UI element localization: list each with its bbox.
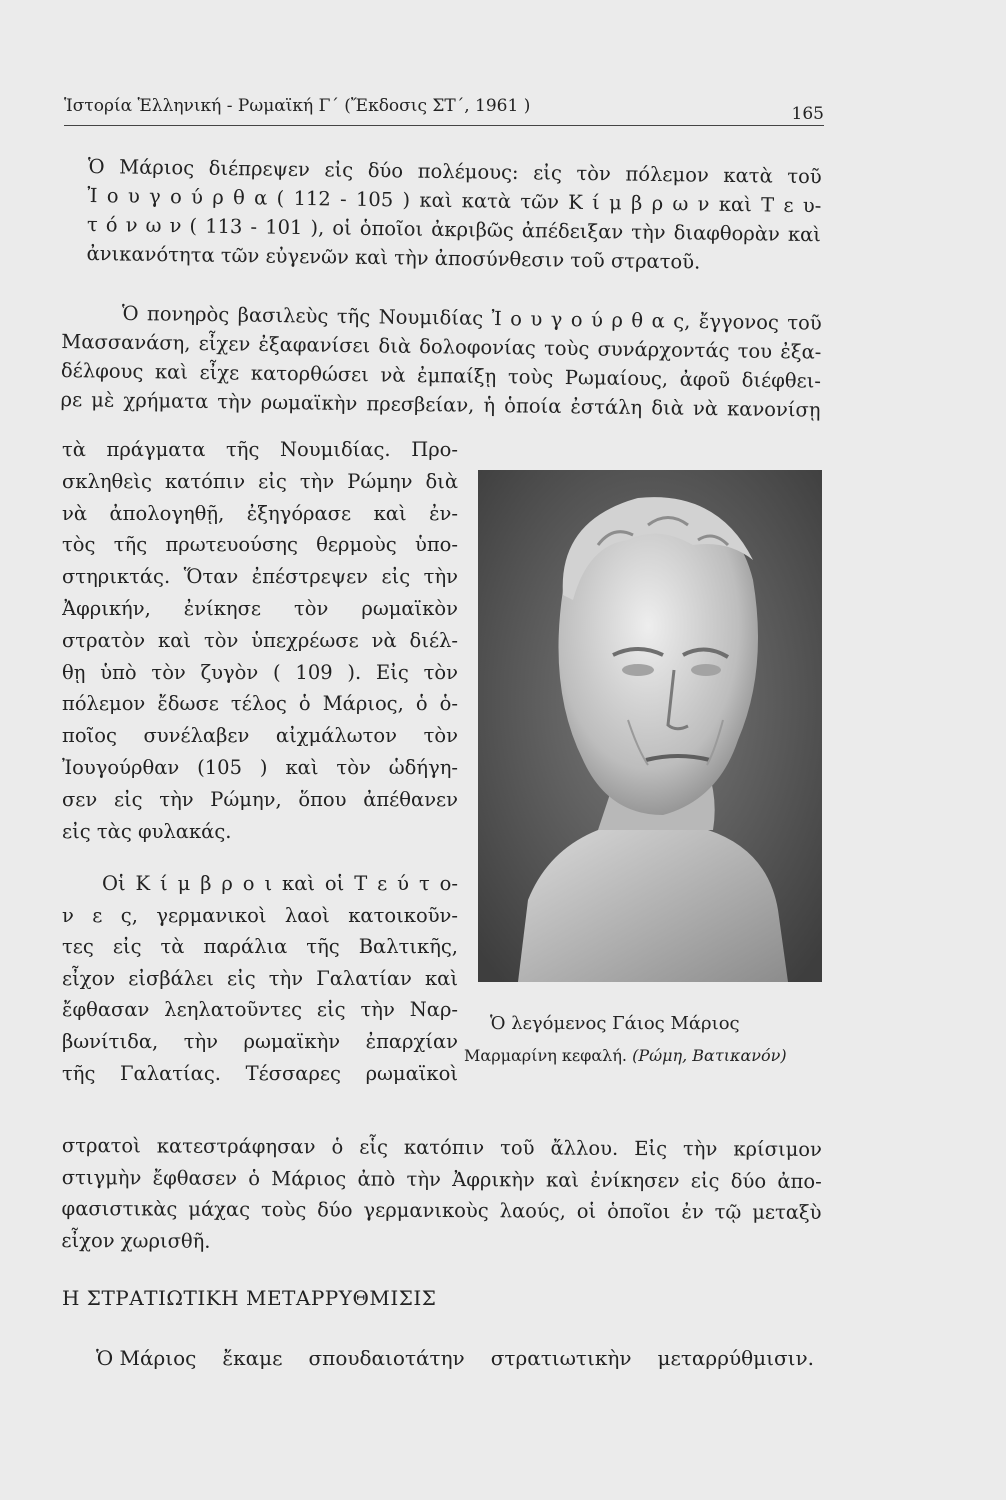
text-line: Ἰουγούρθαν (105 ) καὶ τὸν ὡδήγη- — [62, 755, 458, 779]
figure-caption-title: Ὁ λεγόμενος Γάιος Μάριος — [490, 1013, 740, 1034]
text-line: εἰς τὰς φυλακάς. — [62, 819, 232, 843]
book-title: Ἱστορία Ἑλληνική - Ρωμαϊκή Γ΄ (Ἔκδοσις ΣΤ΄, 1961 ) — [64, 96, 531, 116]
caption-source: (Ρώμη, Βατικανόν) — [632, 1046, 787, 1065]
text-line: ν ε ς, γερμανικοὶ λαοὶ κατοικοῦν- — [62, 903, 458, 927]
paragraph-jugurtha-continued — [62, 434, 458, 847]
text-line: στιγμὴν ἔφθασεν ὁ Μάριος ἀπὸ τὴν Ἀφρικὴν καὶ ἐνίκησεν εἰς δύο ἀπο- — [61, 1165, 822, 1193]
text-line: στρατὸν καὶ τὸν ὑπεχρέωσε νὰ διέλ- — [62, 628, 458, 652]
text-line: τες εἰς τὰ παράλια τῆς Βαλτικῆς, — [62, 935, 458, 959]
text-line: πόλεμον ἔδωσε τέλος ὁ Μάριος, ὁ ὁ- — [62, 692, 458, 716]
text-line: εἶχον εἰσβάλει εἰς τὴν Γαλατίαν καὶ — [62, 966, 458, 990]
text-line: Μασσανάση, εἶχεν ἐξαφανίσει διὰ δολοφονίας τοὺς συνάρχοντάς του ἐξα- — [61, 329, 822, 364]
paragraph-cimbri-teutones — [62, 868, 458, 1089]
text-line: Ὁ πονηρὸς βασιλεὺς τῆς Νουμιδίας Ἰ ο υ γ ο ύ ρ θ α ς, ἔγγονος τοῦ — [121, 301, 822, 335]
text-line: τ ό ν ω ν ( 113 - 101 ), οἱ ὁποῖοι ἀκριβῶς ἀπέδειξαν τὴν διαφθορὰν καὶ — [86, 212, 822, 247]
word: μεταρρύθμισιν. — [657, 1346, 814, 1370]
text-line: στρατοὶ κατεστράφησαν ὁ εἷς κατόπιν τοῦ ἄλλου. Εἰς τὴν κρίσιμον — [61, 1134, 822, 1161]
paragraph-jugurtha — [60, 298, 822, 425]
text-line: τὰ πράγματα τῆς Νουμιδίας. Προ- — [62, 438, 458, 461]
text-line: θῃ ὑπὸ τὸν ζυγὸν ( 109 ). Εἰς τὸν — [62, 660, 458, 684]
word: ἔκαμε — [222, 1346, 283, 1370]
text-line: σεν εἰς τὴν Ρώμην, ὅπου ἀπέθανεν — [62, 787, 458, 811]
bust-illustration — [478, 470, 822, 982]
header-rule — [64, 125, 824, 126]
text-line: φασιστικὰς μάχας τοὺς δύο γερμανικοὺς λαούς, οἱ ὁποῖοι ἐν τῷ μεταξὺ — [61, 1197, 822, 1225]
closing-line — [96, 1346, 814, 1370]
section-heading: Η ΣΤΡΑΤΙΩΤΙΚΗ ΜΕΤΑΡΡΥΘΜΙΣΙΣ — [62, 1286, 437, 1310]
text-line: δέλφους καὶ εἶχε κατορθώσει νὰ ἐμπαίξῃ τοὺς Ρωμαίους, ἀφοῦ διέφθει- — [60, 358, 822, 393]
text-line: ἀνικανότητα τῶν εὐγενῶν καὶ τὴν ἀποσύνθεσιν τοῦ στρατοῦ. — [86, 241, 701, 274]
caption-text: Μαρμαρίνη κεφαλή. — [464, 1046, 627, 1065]
text-line: Ὁ Μάριος διέπρεψεν εἰς δύο πολέμους: εἰς τὸν πόλεμον κατὰ τοῦ — [87, 154, 822, 189]
text-line: Ἀφρικήν, ἐνίκησε τὸν ρωμαϊκὸν — [62, 596, 458, 620]
paragraph-cimbri-continued — [61, 1130, 822, 1260]
text-line: ἔφθασαν λεηλατοῦντες εἰς τὴν Ναρ- — [62, 998, 458, 1022]
paragraph-marius-wars — [86, 152, 822, 278]
text-line: Οἱ Κ ί μ β ρ ο ι καὶ οἱ Τ ε ύ τ ο- — [102, 872, 458, 895]
text-line: εἶχον χωρισθῆ. — [61, 1228, 211, 1253]
text-line: βωνίτιδα, τὴν ρωμαϊκὴν ἐπαρχίαν — [62, 1029, 458, 1053]
page-number: 165 — [791, 104, 824, 124]
text-line: στηρικτάς. Ὅταν ἐπέστρεψεν εἰς τὴν — [62, 565, 458, 589]
text-line: τῆς Γαλατίας. Τέσσαρες ρωμαϊκοὶ — [62, 1061, 458, 1085]
text-line: Ἰ ο υ γ ο ύ ρ θ α ( 112 - 105 ) καὶ κατὰ τῶν Κ ί μ β ρ ω ν καὶ Τ ε υ- — [87, 183, 822, 218]
text-line: ποῖος συνέλαβεν αἰχμάλωτον τὸν — [62, 724, 458, 748]
word: σπουδαιοτάτην — [308, 1346, 465, 1370]
text-line: ρε μὲ χρήματα τὴν ρωμαϊκὴν πρεσβείαν, ἡ ὁποία ἐστάλη διὰ νὰ κανονίσῃ — [60, 387, 821, 422]
word: στρατιωτικὴν — [490, 1346, 632, 1370]
text-line: σκληθεὶς κατόπιν εἰς τὴν Ρώμην διὰ — [62, 469, 458, 493]
marius-bust-photo — [478, 470, 822, 982]
text-line: νὰ ἀπολογηθῇ, ἐξηγόρασε καὶ ἐν- — [62, 501, 458, 525]
figure-caption-description — [464, 1046, 787, 1065]
text-line: τὸς τῆς πρωτευούσης θερμοὺς ὑπο- — [62, 533, 458, 557]
running-header — [64, 84, 824, 126]
word: Ὁ Μάριος — [96, 1346, 197, 1370]
